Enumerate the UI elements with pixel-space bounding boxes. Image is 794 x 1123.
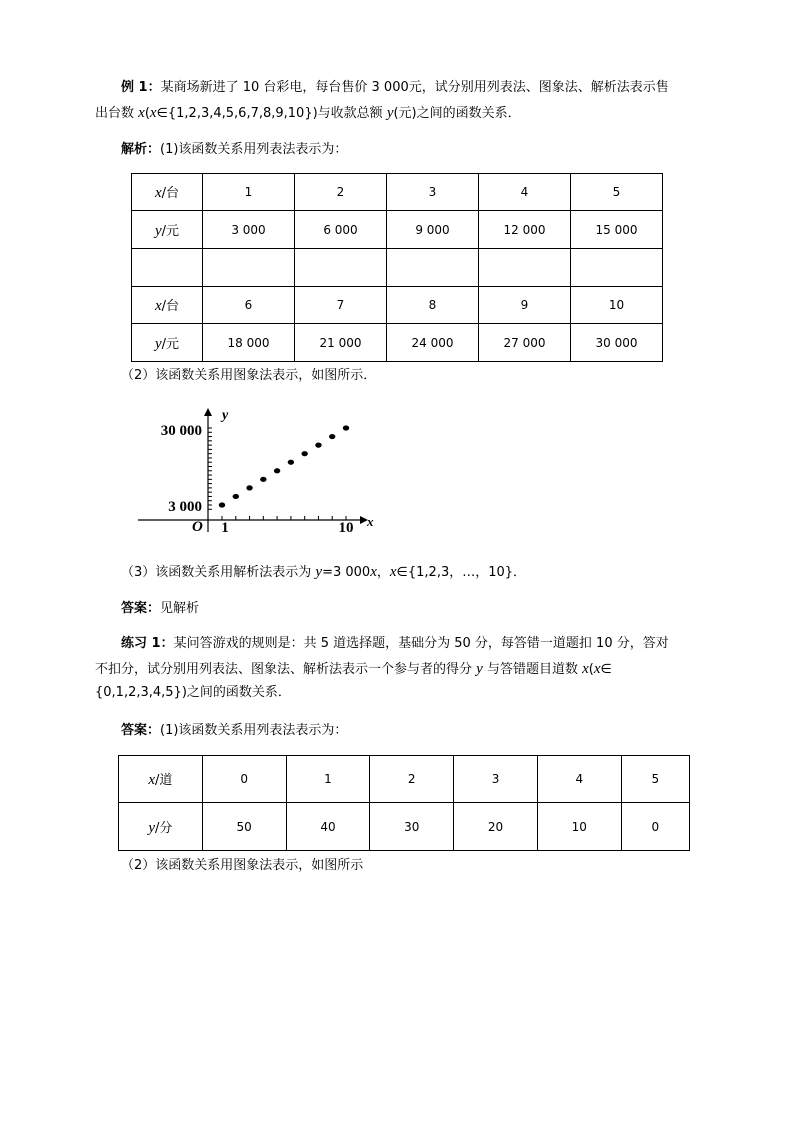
answer1-line: 答案：见解析 <box>121 601 200 616</box>
answer1-label: 答案： <box>121 601 161 616</box>
table-cell: 30 000 <box>571 324 663 362</box>
data-point <box>329 434 335 439</box>
table-row <box>119 756 690 803</box>
data-point <box>233 494 239 499</box>
table-row <box>119 803 690 851</box>
table-cell: 10 <box>571 287 663 324</box>
table-cell: 4 <box>537 756 621 803</box>
data-point <box>260 477 266 482</box>
exercise1-line2: 不扣分，试分别用列表法、图象法、解析法表示一个参与者的得分 y 与答错题目道数 x(x∈ <box>95 661 612 677</box>
table-row <box>132 287 663 324</box>
table-cell: 3 <box>387 174 479 211</box>
table-cell: 30 <box>370 803 454 851</box>
example1-line2: 出台数 x(x∈{1,2,3,4,5,6,7,8,9,10})与收款总额 y(元)之间的函数关系． <box>95 105 521 121</box>
y-tick-label-bottom: 3 000 <box>168 499 202 515</box>
table-row-empty <box>132 249 663 287</box>
table-cell: 9 000 <box>387 211 479 249</box>
table-cell: 1 <box>203 174 295 211</box>
scatter-chart <box>130 404 380 536</box>
table-cell: 2 <box>370 756 454 803</box>
y-axis-label: y <box>222 408 229 423</box>
table-cell: 12 000 <box>479 211 571 249</box>
analysis-part3: （3）该函数关系用解析法表示为 y=3 000x，x∈{1,2,3，…，10}． <box>121 564 527 580</box>
data-points <box>219 425 349 507</box>
exercise1-line1: 练习 1：某问答游戏的规则是：共 5 道选择题，基础分为 50 分，每答错一道题扣 10 分，答对 <box>121 636 669 651</box>
table-cell: 5 <box>621 756 689 803</box>
table-cell: y/元 <box>132 211 203 249</box>
table-cell: 24 000 <box>387 324 479 362</box>
y-tick-label-top: 30 000 <box>160 423 202 439</box>
table-cell: 2 <box>295 174 387 211</box>
table-cell: 18 000 <box>203 324 295 362</box>
data-point <box>219 502 225 507</box>
x-tick-label-1: 1 <box>221 520 229 536</box>
analysis-part2: （2）该函数关系用图象法表示，如图所示． <box>121 368 377 383</box>
sales-table <box>131 173 663 362</box>
table-cell: 8 <box>387 287 479 324</box>
table-cell: 5 <box>571 174 663 211</box>
answer2-line: 答案：(1)该函数关系用列表法表示为： <box>121 723 348 738</box>
data-point <box>246 485 252 490</box>
answer2-label: 答案： <box>121 723 161 738</box>
table-cell: 15 000 <box>571 211 663 249</box>
table-cell: 6 000 <box>295 211 387 249</box>
table-cell: 3 <box>454 756 538 803</box>
table-cell: y/分 <box>119 803 203 851</box>
data-point <box>301 451 307 456</box>
score-table <box>118 755 690 851</box>
example1-text-a: 某商场新进了 10 台彩电，每台售价 3 000元，试分别用列表法、图象法、解析法表示售 <box>160 80 669 95</box>
data-point <box>288 460 294 465</box>
example1-line1 <box>121 78 669 98</box>
exercise1-line3: {0,1,2,3,4,5})之间的函数关系． <box>95 685 291 700</box>
table-cell: 20 <box>454 803 538 851</box>
table-cell: 0 <box>621 803 689 851</box>
table-cell: 4 <box>479 174 571 211</box>
data-point <box>315 443 321 448</box>
table-cell: x/台 <box>132 174 203 211</box>
answer2-part2: （2）该函数关系用图象法表示，如图所示 <box>121 858 364 873</box>
table-row <box>132 211 663 249</box>
table-cell: 7 <box>295 287 387 324</box>
table-cell: x/道 <box>119 756 203 803</box>
data-point <box>343 425 349 430</box>
table-cell: 1 <box>286 756 370 803</box>
table-cell: 6 <box>203 287 295 324</box>
analysis-line1: 解析：(1)该函数关系用列表法表示为： <box>121 142 348 157</box>
table-cell: x/台 <box>132 287 203 324</box>
data-point <box>274 468 280 473</box>
table-cell: 50 <box>202 803 286 851</box>
table-cell: 27 000 <box>479 324 571 362</box>
example1-label: 例 1： <box>121 80 161 95</box>
table-cell: 0 <box>202 756 286 803</box>
analysis-label: 解析： <box>121 142 161 157</box>
y-axis-ticks <box>208 428 212 509</box>
x-axis-label: x <box>367 514 374 529</box>
table-cell: y/元 <box>132 324 203 362</box>
table-cell: 3 000 <box>203 211 295 249</box>
origin-label: O <box>192 519 203 535</box>
table-row <box>132 174 663 211</box>
table-cell: 9 <box>479 287 571 324</box>
x-tick-label-10: 10 <box>338 520 354 536</box>
exercise1-label: 练习 1： <box>121 636 174 651</box>
table-cell: 10 <box>537 803 621 851</box>
table-cell: 21 000 <box>295 324 387 362</box>
table-cell: 40 <box>286 803 370 851</box>
table-row <box>132 324 663 362</box>
